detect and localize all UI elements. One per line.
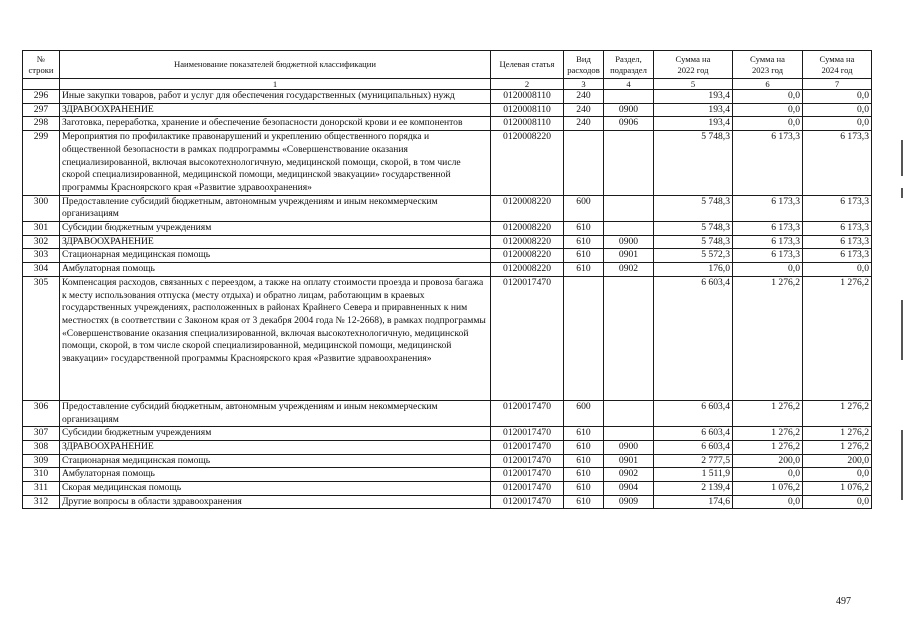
sum-2024: 0,0 (803, 468, 872, 482)
sum-2023: 0,0 (733, 495, 803, 509)
sum-2022: 6 603,4 (654, 427, 733, 441)
sum-2022: 6 603,4 (654, 276, 733, 400)
section-code: 0901 (604, 249, 654, 263)
expense-type: 600 (564, 195, 604, 221)
sum-2024: 1 276,2 (803, 400, 872, 426)
target-article: 0120017470 (491, 468, 564, 482)
scan-edge-mark (901, 430, 903, 500)
table-row (23, 249, 872, 263)
sum-2022: 193,4 (654, 103, 733, 117)
sum-2023: 0,0 (733, 468, 803, 482)
expense-type: 610 (564, 440, 604, 454)
section-code: 0902 (604, 263, 654, 277)
sum-2024: 0,0 (803, 90, 872, 104)
table-row (23, 482, 872, 496)
col-header-target: Целевая статья (491, 51, 564, 79)
sum-2022: 1 511,9 (654, 468, 733, 482)
table-row (23, 454, 872, 468)
scan-edge-mark (901, 140, 903, 176)
sum-2023: 6 173,3 (733, 195, 803, 221)
section-code: 0902 (604, 468, 654, 482)
sum-2024: 1 276,2 (803, 276, 872, 400)
table-row (23, 276, 872, 400)
target-article: 0120017470 (491, 482, 564, 496)
target-article: 0120017470 (491, 276, 564, 400)
sum-2024: 1 076,2 (803, 482, 872, 496)
table-row (23, 117, 872, 131)
row-name: Амбулаторная помощь (60, 263, 491, 277)
row-number: 304 (23, 263, 60, 277)
section-code (604, 195, 654, 221)
expense-type: 610 (564, 454, 604, 468)
section-code: 0906 (604, 117, 654, 131)
column-number: 7 (803, 79, 872, 90)
expense-type: 610 (564, 482, 604, 496)
section-code (604, 90, 654, 104)
column-number-row (23, 79, 872, 90)
table-row (23, 131, 872, 196)
sum-2024: 0,0 (803, 495, 872, 509)
expense-type: 240 (564, 117, 604, 131)
section-code (604, 131, 654, 196)
row-number: 308 (23, 440, 60, 454)
sum-2024: 6 173,3 (803, 222, 872, 236)
target-article: 0120008220 (491, 249, 564, 263)
sum-2022: 5 748,3 (654, 131, 733, 196)
sum-2022: 5 748,3 (654, 195, 733, 221)
col-header-section: Раздел, подраздел (604, 51, 654, 79)
column-number: 6 (733, 79, 803, 90)
row-name: ЗДРАВООХРАНЕНИЕ (60, 440, 491, 454)
row-name: Иные закупки товаров, работ и услуг для обеспечения государственных (муниципальных) нужд (60, 90, 491, 104)
table-row (23, 103, 872, 117)
sum-2024: 0,0 (803, 263, 872, 277)
section-code: 0909 (604, 495, 654, 509)
sum-2023: 1 276,2 (733, 427, 803, 441)
row-name: ЗДРАВООХРАНЕНИЕ (60, 235, 491, 249)
section-code: 0900 (604, 440, 654, 454)
row-name: Другие вопросы в области здравоохранения (60, 495, 491, 509)
section-code (604, 427, 654, 441)
sum-2023: 0,0 (733, 90, 803, 104)
target-article: 0120008220 (491, 222, 564, 236)
section-code (604, 276, 654, 400)
expense-type: 610 (564, 222, 604, 236)
sum-2023: 0,0 (733, 103, 803, 117)
target-article: 0120008220 (491, 235, 564, 249)
row-name: Предоставление субсидий бюджетным, автономным учреждениям и иным некоммерческим организациям (60, 400, 491, 426)
scan-edge-mark (901, 188, 903, 198)
sum-2024: 6 173,3 (803, 249, 872, 263)
row-number: 300 (23, 195, 60, 221)
sum-2024: 1 276,2 (803, 440, 872, 454)
row-number: 310 (23, 468, 60, 482)
sum-2023: 0,0 (733, 263, 803, 277)
column-number: 3 (564, 79, 604, 90)
sum-2024: 200,0 (803, 454, 872, 468)
target-article: 0120017470 (491, 427, 564, 441)
section-code: 0900 (604, 235, 654, 249)
row-name: Стационарная медицинская помощь (60, 249, 491, 263)
expense-type: 240 (564, 103, 604, 117)
table-row (23, 400, 872, 426)
sum-2024: 1 276,2 (803, 427, 872, 441)
expense-type: 600 (564, 400, 604, 426)
column-number: 2 (491, 79, 564, 90)
sum-2024: 6 173,3 (803, 235, 872, 249)
sum-2022: 6 603,4 (654, 440, 733, 454)
sum-2022: 5 748,3 (654, 222, 733, 236)
target-article: 0120008220 (491, 131, 564, 196)
col-header-sum-2024: Сумма на 2024 год (803, 51, 872, 79)
table-row (23, 235, 872, 249)
target-article: 0120008220 (491, 195, 564, 221)
row-name: Заготовка, переработка, хранение и обеспечение безопасности донорской крови и ее компонентов (60, 117, 491, 131)
row-name: Стационарная медицинская помощь (60, 454, 491, 468)
table-row (23, 90, 872, 104)
expense-type: 610 (564, 468, 604, 482)
page-number: 497 (836, 596, 851, 607)
table-row (23, 440, 872, 454)
row-number: 303 (23, 249, 60, 263)
sum-2022: 174,6 (654, 495, 733, 509)
scan-edge-mark (901, 300, 903, 360)
column-number (23, 79, 60, 90)
row-number: 297 (23, 103, 60, 117)
expense-type: 610 (564, 235, 604, 249)
target-article: 0120017470 (491, 440, 564, 454)
sum-2024: 6 173,3 (803, 131, 872, 196)
column-number: 1 (60, 79, 491, 90)
sum-2022: 2 139,4 (654, 482, 733, 496)
sum-2022: 6 603,4 (654, 400, 733, 426)
sum-2023: 1 276,2 (733, 440, 803, 454)
expense-type (564, 276, 604, 400)
expense-type: 610 (564, 249, 604, 263)
sum-2023: 6 173,3 (733, 249, 803, 263)
table-row (23, 195, 872, 221)
sum-2022: 193,4 (654, 90, 733, 104)
col-header-sum-2022: Сумма на 2022 год (654, 51, 733, 79)
expense-type (564, 131, 604, 196)
col-header-num: № строки (23, 51, 60, 79)
header-row (23, 51, 872, 79)
expense-type: 610 (564, 427, 604, 441)
table-row (23, 222, 872, 236)
column-number: 4 (604, 79, 654, 90)
target-article: 0120017470 (491, 400, 564, 426)
sum-2023: 200,0 (733, 454, 803, 468)
row-name: ЗДРАВООХРАНЕНИЕ (60, 103, 491, 117)
target-article: 0120017470 (491, 495, 564, 509)
target-article: 0120017470 (491, 454, 564, 468)
row-number: 309 (23, 454, 60, 468)
col-header-expense-type: Вид расходов (564, 51, 604, 79)
sum-2023: 1 276,2 (733, 276, 803, 400)
target-article: 0120008220 (491, 263, 564, 277)
section-code: 0904 (604, 482, 654, 496)
row-name: Мероприятия по профилактике правонарушений и укреплению общественного порядка и общественной безопасности в рамках подпрограммы «Совершенствование оказания специализированной, включая высокотехнологичную, медицинской помощи, скорой, в том числе скорой специализированной, медицинской помощи, медицинской эвакуации» государственной программы Красноярского края «Развитие здравоохранения» (60, 131, 491, 196)
section-code (604, 222, 654, 236)
sum-2024: 6 173,3 (803, 195, 872, 221)
expense-type: 240 (564, 90, 604, 104)
row-number: 299 (23, 131, 60, 196)
target-article: 0120008110 (491, 90, 564, 104)
column-number: 5 (654, 79, 733, 90)
row-number: 312 (23, 495, 60, 509)
table-row (23, 427, 872, 441)
row-name: Скорая медицинская помощь (60, 482, 491, 496)
table-row (23, 495, 872, 509)
sum-2022: 5 572,3 (654, 249, 733, 263)
sum-2023: 1 276,2 (733, 400, 803, 426)
table-row (23, 468, 872, 482)
row-number: 307 (23, 427, 60, 441)
sum-2023: 1 076,2 (733, 482, 803, 496)
sum-2022: 5 748,3 (654, 235, 733, 249)
row-number: 298 (23, 117, 60, 131)
sum-2022: 176,0 (654, 263, 733, 277)
target-article: 0120008110 (491, 117, 564, 131)
target-article: 0120008110 (491, 103, 564, 117)
expense-type: 610 (564, 495, 604, 509)
sum-2023: 6 173,3 (733, 235, 803, 249)
expense-type: 610 (564, 263, 604, 277)
col-header-sum-2023: Сумма на 2023 год (733, 51, 803, 79)
row-number: 301 (23, 222, 60, 236)
row-number: 306 (23, 400, 60, 426)
sum-2022: 2 777,5 (654, 454, 733, 468)
row-name: Субсидии бюджетным учреждениям (60, 427, 491, 441)
sum-2022: 193,4 (654, 117, 733, 131)
section-code: 0900 (604, 103, 654, 117)
sum-2023: 6 173,3 (733, 131, 803, 196)
table-row (23, 263, 872, 277)
row-number: 305 (23, 276, 60, 400)
row-name: Амбулаторная помощь (60, 468, 491, 482)
row-number: 296 (23, 90, 60, 104)
row-name: Субсидии бюджетным учреждениям (60, 222, 491, 236)
section-code: 0901 (604, 454, 654, 468)
row-number: 302 (23, 235, 60, 249)
col-header-name: Наименование показателей бюджетной классификации (60, 51, 491, 79)
sum-2023: 0,0 (733, 117, 803, 131)
sum-2024: 0,0 (803, 117, 872, 131)
row-name: Компенсация расходов, связанных с переездом, а также на оплату стоимости проезда и провоза багажа к месту использования отпуска (месту отдыха) и обратно лицам, работающим в краевых государственных учреждениях, расположенных в районах Крайнего Севера и приравненных к ним местностях (в соответствии с Законом края от 3 декабря 2004 года № 12-2668), в рамках подпрограммы «Совершенствование оказания специализированной, включая высокотехнологичную, медицинской помощи, скорой, в том числе скорой специализированной, медицинской помощи, медицинской эвакуации» государственной программы Красноярского края «Развитие здравоохранения» (60, 276, 491, 400)
row-name: Предоставление субсидий бюджетным, автономным учреждениям и иным некоммерческим организациям (60, 195, 491, 221)
sum-2024: 0,0 (803, 103, 872, 117)
row-number: 311 (23, 482, 60, 496)
section-code (604, 400, 654, 426)
sum-2023: 6 173,3 (733, 222, 803, 236)
budget-table (22, 50, 872, 509)
